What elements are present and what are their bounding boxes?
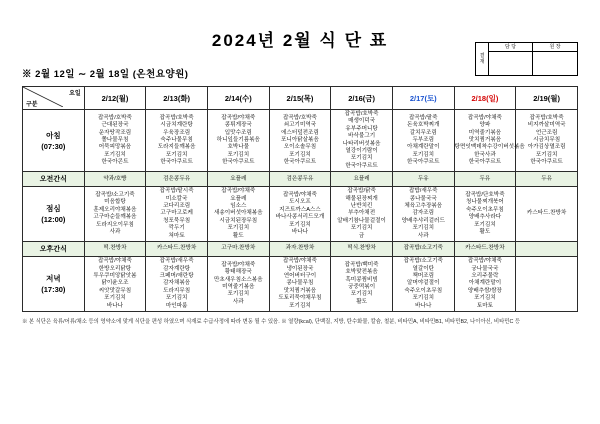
menu-item: 사과	[109, 228, 121, 235]
menu-item: 잡곡밥/호박죽	[159, 114, 194, 121]
menu-cell-r0-c3	[269, 110, 331, 172]
menu-item: 깍두기	[168, 225, 185, 232]
menu-item: 아가김상멸조림	[527, 144, 566, 151]
menu-item: 토마토	[476, 302, 494, 309]
menu-item: 포기김치	[350, 225, 373, 232]
menu-item: 감자조림	[412, 210, 435, 217]
menu-item: 알배기참나물겉절이	[337, 217, 386, 224]
menu-item: 한국아쿠르트	[530, 159, 563, 166]
menu-cell-r0-c6	[454, 110, 525, 172]
menu-item: 양배추쌈/쌈장	[467, 287, 502, 294]
menu-item: 잡곡밥/닭죽	[347, 188, 376, 195]
menu-item: 아채계란말이	[407, 144, 440, 151]
approval-column-manager	[489, 43, 533, 75]
menu-row-1	[23, 172, 578, 187]
menu-cell-r2-c6	[454, 187, 516, 242]
menu-item: 포기김치	[535, 151, 558, 158]
menu-item: 잡곡밥/야채죽	[221, 114, 256, 121]
menu-item: 포기김치	[227, 151, 250, 158]
menu-item: 포기김치	[412, 295, 435, 302]
menu-item: 두유	[417, 175, 429, 182]
menu-cell-r1-c1	[146, 172, 208, 187]
menu-item: 바나나	[106, 302, 124, 309]
menu-item: 포기김치	[227, 225, 250, 232]
menu-item: 양배추샤리겉러드	[401, 217, 445, 224]
menu-item: 언근조림	[535, 129, 558, 136]
menu-cell-r3-c4	[331, 242, 393, 257]
menu-item: 크페머/애란탕	[159, 272, 194, 279]
menu-item: 맛치찜거볶음	[468, 136, 502, 143]
menu-item: 새송이버섯아채볶음	[213, 210, 263, 217]
menu-item: 숙주오이초무침	[404, 287, 443, 294]
menu-item: 포기김치	[289, 302, 311, 309]
menu-item: 포기김치	[227, 291, 250, 298]
menu-item: 어묵피망볶음	[98, 144, 132, 151]
menu-item: 궁중떡볶이	[348, 284, 376, 291]
day-header-0: 2/12(월)	[84, 87, 146, 110]
menu-item: 잡곡밥/호박죽	[97, 114, 132, 121]
menu-item: 잡곡밥/단호박죽	[465, 191, 505, 198]
menu-item: 요플레	[230, 195, 247, 202]
row-label-3: 오후간식	[23, 242, 85, 257]
menu-item: 잡곡밥/소고기죽	[95, 191, 135, 198]
menu-item: 포기김치	[289, 151, 311, 158]
menu-cell-r4-c5	[392, 257, 454, 312]
menu-item: 열갈이탄	[412, 265, 435, 272]
menu-item: 연어버터구이	[283, 272, 317, 279]
menu-cell-r3-c1	[146, 242, 208, 257]
approval-column-manager-head: 담 당	[489, 43, 532, 52]
menu-cell-r3-c5	[392, 242, 454, 257]
menu-item: 콩튀게장국	[224, 122, 252, 129]
menu-item: 난반치킨	[350, 203, 373, 210]
menu-item: 포기김치	[104, 151, 126, 158]
menu-item: 양파	[479, 122, 491, 129]
menu-cell-r2-c5	[392, 187, 454, 242]
menu-item: 콩나물국국	[409, 195, 437, 202]
period-label: ※ 2월 12일 ∼ 2월 18일 (온천요양원)	[22, 69, 189, 80]
corner-category-label: 구분	[26, 102, 38, 108]
menu-cell-r1-c7	[516, 172, 578, 187]
menu-item: 도시오프	[289, 199, 311, 206]
row-label-4	[23, 257, 85, 312]
menu-item: 오리주물락	[471, 272, 499, 279]
approval-column-manager-sign[interactable]	[489, 52, 532, 75]
menu-item: 하니잎들기름볶음	[216, 136, 260, 143]
menu-item: 포기김치	[474, 295, 496, 302]
menu-item: 호박맞전볶음	[345, 269, 378, 276]
menu-item: 금	[358, 232, 365, 239]
menu-item: 숙주나물무침	[160, 136, 193, 143]
menu-table-head	[23, 87, 578, 110]
menu-item: 포기김치	[350, 155, 373, 162]
menu-cell-r1-c2	[207, 172, 269, 187]
menu-item: 포기김치	[165, 151, 188, 158]
menu-cell-r1-c3	[269, 172, 331, 187]
menu-item: 한국사과	[474, 151, 496, 158]
menu-item: 근대된장국	[101, 122, 129, 129]
approval-label-line-2: 재	[479, 59, 485, 65]
menu-item: 코다리조림	[163, 203, 191, 210]
menu-cell-r1-c0	[84, 172, 146, 187]
menu-item: 두유	[479, 175, 491, 182]
menu-cell-r2-c2	[207, 187, 269, 242]
menu-item: 갈치무조림	[409, 129, 437, 136]
menu-item: 나타리버섯볶음	[342, 140, 381, 147]
menu-item: 시금치된장무침	[219, 217, 258, 224]
day-header-2: 2/14(수)	[207, 87, 269, 110]
corner-day-label: 요일	[69, 91, 81, 97]
menu-row-3	[23, 242, 578, 257]
menu-item: 유부주머니탕	[345, 125, 378, 132]
menu-item: 체육고추장볶음	[404, 203, 443, 210]
day-header-7: 2/19(월)	[516, 87, 578, 110]
menu-cell-r0-c7	[516, 110, 578, 172]
day-header-4: 2/16(금)	[331, 87, 393, 110]
menu-cell-r4-c3	[269, 257, 331, 312]
approval-column-director-head: 원 장	[533, 43, 577, 52]
menu-item: 아채계란말이	[468, 280, 502, 287]
row-label-1: 오전간식	[23, 172, 85, 187]
menu-item: 떡.찬방차	[103, 245, 127, 252]
menu-item: 도라지들깨볶음	[157, 144, 196, 151]
menu-item: 해물된장찌개	[345, 195, 378, 202]
menu-row-0	[23, 110, 578, 172]
menu-cell-r3-c3	[269, 242, 331, 257]
menu-item: 숙주오이초무침	[466, 206, 504, 213]
menu-item: 미역줄기볶음	[468, 129, 502, 136]
menu-item: 양배추사라다	[468, 214, 502, 221]
menu-item: 포기김치	[412, 225, 435, 232]
menu-item: 바나나	[291, 228, 309, 235]
menu-item: 잡곡밥/소고기죽	[403, 258, 443, 265]
menu-item: 콩나물무침	[286, 280, 314, 287]
menu-item: 잡곡밥/팥죽	[408, 114, 438, 121]
menu-item: 잡곡밥/야채죽	[97, 258, 132, 265]
menu-item: 쫄나물무침	[101, 136, 129, 143]
menu-table-body	[23, 110, 578, 312]
menu-item: 시금치계란탕	[160, 122, 193, 129]
approval-box	[475, 42, 578, 76]
menu-item: 검은콩두유	[163, 175, 191, 182]
menu-cell-r0-c4	[331, 110, 393, 172]
menu-item: 마인파룸	[165, 302, 188, 309]
menu-item: 잡곡밥/야채죽	[221, 261, 256, 268]
menu-cell-r4-c7	[516, 257, 578, 312]
menu-item: 두부조림	[412, 136, 435, 143]
menu-item: 요플레	[353, 175, 370, 182]
menu-item: 운자땅작조림	[98, 129, 132, 136]
menu-cell-r0-c5	[392, 110, 454, 172]
menu-cell-r3-c2	[207, 242, 269, 257]
page-title: 2024년 2월 식 단 표	[211, 31, 389, 50]
menu-item: 열강이기람이	[345, 148, 378, 155]
menu-item: 포기김치	[104, 295, 126, 302]
menu-item: 미역줄기볶음	[222, 284, 255, 291]
table-corner-header	[23, 87, 85, 110]
menu-item: 청나물찌개북어	[466, 199, 504, 206]
menu-row-4	[23, 257, 578, 312]
menu-item: 활도	[479, 228, 491, 235]
menu-item: 잡곡밥/새우죽	[159, 258, 194, 265]
menu-item: 한국아콘트	[101, 159, 129, 166]
menu-item: 떡식.찬방차	[347, 245, 376, 252]
menu-cell-r2-c0	[84, 187, 146, 242]
menu-cell-r0-c1	[146, 110, 208, 172]
approval-label-line-1: 결	[479, 53, 485, 59]
row-label-line2-4: (17:30)	[41, 285, 66, 295]
menu-item: 도라지무침	[163, 287, 191, 294]
approval-column-director	[533, 43, 577, 75]
menu-item: 냉이된장국	[286, 265, 314, 272]
menu-item: 포니아닭살볶음	[281, 136, 319, 143]
footnote: ※ 본 식단은 육류/어류/채소 등의 영약소에 맞게 식단을 편성 하였으며 식재료 수급사정에 따라 변동 될 수 있음. ※ 열량(kcal), 단백질, 지방, 탄수화물, 칼슘, 철분, 비타민A, 비타민B1, 비타민B2, 나이아신, 비타민C 등	[22, 318, 521, 325]
day-header-1: 2/13(화)	[146, 87, 208, 110]
menu-cell-r4-c1	[146, 257, 208, 312]
menu-item: 호박나물	[227, 144, 250, 151]
menu-item: 돈육호박찌개	[407, 122, 440, 129]
menu-cell-r0-c0	[84, 110, 146, 172]
menu-item: 만초새우침소스볶음	[213, 276, 263, 283]
row-label-line1-2: 점심	[46, 204, 61, 214]
approval-columns	[489, 43, 577, 75]
menu-item: 닭이윤오조	[101, 280, 129, 287]
menu-item: 포기김치	[165, 295, 188, 302]
row-label-0	[23, 110, 85, 172]
menu-header-row	[23, 87, 578, 110]
menu-row-2	[23, 187, 578, 242]
menu-item: 잡곡밥/호박죽	[344, 111, 379, 117]
menu-item: 시금치무침	[533, 136, 561, 143]
day-header-6: 2/18(일)	[454, 87, 516, 110]
menu-cell-r2-c3	[269, 187, 331, 242]
menu-cell-r2-c7	[516, 187, 578, 242]
menu-item: 두유	[541, 175, 553, 182]
menu-item: 비지까살미역국	[527, 122, 566, 129]
menu-table	[22, 86, 578, 312]
menu-item: 한방오리닭탕	[98, 265, 132, 272]
menu-item: 한국아쿠르트	[283, 159, 317, 166]
menu-item: 포기김치	[350, 291, 373, 298]
menu-item: 황태해장국	[224, 269, 252, 276]
menu-item: 에스터덮전조림	[281, 129, 319, 136]
menu-item: 잡곡밥/야채죽	[282, 258, 317, 265]
menu-cell-r1-c5	[392, 172, 454, 187]
menu-item: 잡곡밥/야채죽	[221, 188, 256, 195]
menu-item: 알머야겉절이	[407, 280, 440, 287]
title-row	[0, 0, 600, 65]
menu-item: 잡곡밥/야채죽	[467, 258, 502, 265]
menu-item: 씨앗맛갈무침	[98, 287, 132, 294]
menu-item: 활도	[232, 232, 244, 239]
menu-item: 바나사콩서리드모개	[275, 214, 325, 221]
day-header-5: 2/17(토)	[392, 87, 454, 110]
menu-item: 바나나	[415, 302, 432, 309]
row-label-2	[23, 187, 85, 242]
menu-cell-r2-c4	[331, 187, 393, 242]
approval-column-director-sign[interactable]	[533, 52, 577, 75]
menu-item: 한국아쿠르트	[222, 159, 255, 166]
menu-item: 훈제오리야채볶음	[93, 206, 137, 213]
menu-item: 잡곡밥/야채죽	[467, 114, 502, 121]
menu-item: 포기김치	[289, 221, 311, 228]
day-header-3: 2/15(목)	[269, 87, 331, 110]
menu-item: 포기김치	[412, 151, 435, 158]
menu-item: 카스타드.찬방차	[156, 245, 197, 252]
menu-item: 카스타드.찬방차	[526, 210, 567, 217]
row-label-line1-0: 아침	[46, 130, 61, 140]
menu-item: 한국아쿠르트	[468, 159, 502, 166]
menu-item: 쳐마토	[168, 232, 185, 239]
menu-item: 궁나물국국	[471, 265, 499, 272]
menu-item: 잡곡밥/백미죽	[344, 261, 379, 268]
menu-item: 사과	[232, 298, 244, 305]
menu-item: 잡곡밥/팥시죽	[159, 188, 194, 195]
menu-item: 한국아쿠르트	[160, 159, 193, 166]
menu-item: 도라지오이무침	[96, 221, 134, 228]
approval-label	[476, 43, 489, 75]
menu-item: 검은콩두유	[286, 175, 314, 182]
menu-cell-r4-c0	[84, 257, 146, 312]
menu-item: 입맛수조림	[224, 129, 252, 136]
menu-item: 약과/호빵	[103, 175, 127, 182]
menu-item: 부추아채전	[348, 210, 376, 217]
menu-cell-r3-c6	[454, 242, 516, 257]
menu-item: 지즈트까스A스스	[279, 206, 321, 213]
menu-item: 오이소솔무침	[283, 144, 317, 151]
menu-cell-r3-c0	[84, 242, 146, 257]
menu-item: 미음합탕	[104, 199, 126, 206]
menu-item: 바삭불그기	[348, 133, 376, 140]
menu-cell-r4-c4	[331, 257, 393, 312]
menu-item: 투우쿠미앙닭앗봄	[93, 272, 137, 279]
menu-item: 쇠고기미역국	[283, 122, 317, 129]
menu-item: 맛치찜거볶음	[283, 287, 317, 294]
row-label-line2-2: (12:00)	[41, 215, 66, 225]
menu-item: 잡밥/새우죽	[408, 188, 438, 195]
menu-cell-r0-c2	[207, 110, 269, 172]
menu-item: 청포묵무침	[163, 217, 191, 224]
menu-item: 흑미콩찜비빔	[345, 276, 378, 283]
menu-item: 고구마순들깨볶음	[93, 214, 137, 221]
menu-item: 활도	[356, 298, 368, 305]
menu-item: 잡곡밥/호박죽	[282, 114, 317, 121]
row-label-line2-0: (07:30)	[41, 141, 66, 151]
menu-cell-r1-c4	[331, 172, 393, 187]
menu-item: 도토리묵야채무침	[278, 295, 322, 302]
menu-cell-r3-c7	[516, 242, 578, 257]
menu-item: 잡곡밥/호박죽	[529, 114, 564, 121]
menu-item: 책머조림	[412, 272, 435, 279]
menu-cell-r1-c6	[454, 172, 516, 187]
menu-item: 임소스	[230, 203, 247, 210]
menu-item: 잡곡밥/야채죽	[282, 191, 317, 198]
menu-item: 사과	[417, 232, 429, 239]
menu-cell-r4-c2	[207, 257, 269, 312]
menu-cell-r2-c1	[146, 187, 208, 242]
menu-item: 과자.찬방차	[285, 245, 315, 252]
menu-item: 고구마고로케	[160, 210, 193, 217]
menu-item: 우육장조림	[163, 129, 191, 136]
menu-item: 감자계란탕	[163, 265, 191, 272]
menu-item: 미소칼국	[165, 195, 188, 202]
menu-item: 매생이덕국	[348, 118, 376, 125]
menu-item: 한국아쿠르트	[407, 159, 440, 166]
menu-cell-r4-c6	[454, 257, 516, 312]
menu-item: 포기김치	[474, 221, 496, 228]
menu-item: 감자채볶음	[163, 280, 191, 287]
menu-item: 탕면잇맥데착수강이버섯볶음	[454, 144, 525, 151]
menu-item: 요플레	[230, 175, 247, 182]
menu-item: 한국아쿠르트	[345, 162, 378, 169]
menu-item: 잡곡밥/소고기죽	[403, 245, 443, 252]
menu-item: 고구마.찬방차	[221, 245, 256, 252]
row-label-line1-4: 저녁	[46, 274, 61, 284]
menu-item: 카스타드.찬방차	[465, 245, 505, 252]
